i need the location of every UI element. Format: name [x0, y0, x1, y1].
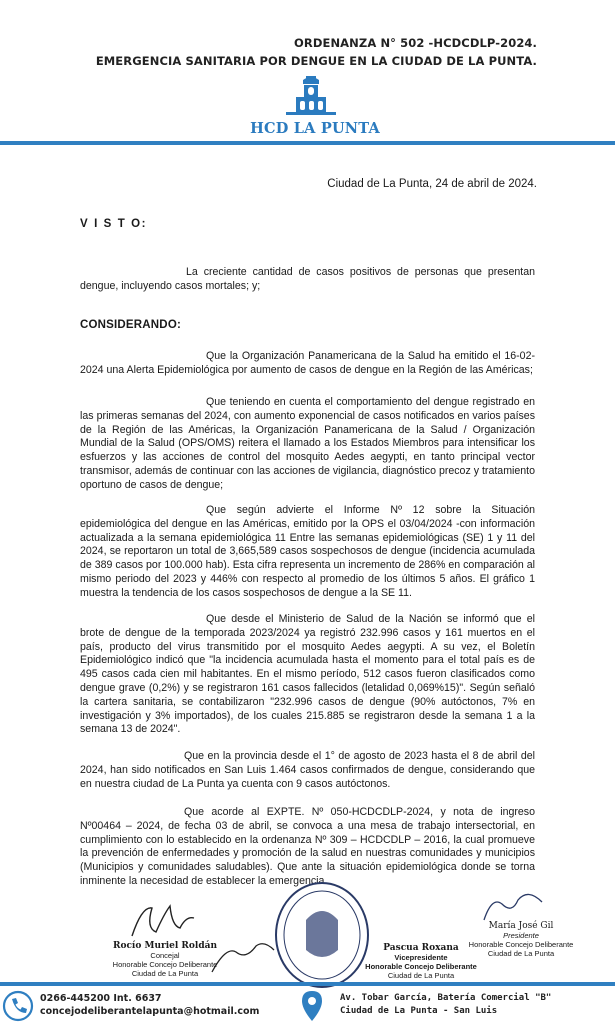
signer-left-name: Rocío Muriel Roldán [112, 941, 218, 951]
signer-right-name: María José Gil [488, 921, 554, 931]
hcd-building-icon [276, 74, 346, 116]
signer-right-role: Presidente [503, 931, 539, 940]
footer [0, 986, 615, 1024]
signer-center-role: Vicepresidente [394, 953, 448, 962]
header-divider [0, 141, 615, 145]
footer-contact [40, 992, 259, 1018]
considerando-paragraph-3: Que según advierte el Informe Nº 12 sobre la Situación epidemiológica del dengue en las Américas, emitido por la OPS el 03/04/2024 -con información actualizada a la semana epidemiológica 11 Entre las semanas epidemiológicas (SE) 1 y 11 del 2024, se reportaron un total de 3,665,589 casos sospechosos de dengue (incidencia acumulada de 389 casos por 100.000 hab). Esta cifra representa un incremento de 286% en comparación al mismo periodo del 2023 y 446% con respecto al promedio de los últimos 5 años. El gráfico 1 muestra la tendencia de los casos sospechosos de dengue a la SE 11. [80, 504, 535, 599]
location-pin-icon [300, 990, 324, 1022]
considerando-paragraph-4: Que desde el Ministerio de Salud de la Nación se informó que el brote de dengue de la temporada 2023/2024 ya registró 232.996 casos y 161 muertos en el país, producto del virus transmitido por el mosquito Aedes aegypti. A su vez, el Boletín Epidemiológico indicó que "la incidencia acumulada hasta el momento para el total país es de 495 casos cada cien mil habitantes. En el mismo período, 512 casos fueron clasificados como dengue grave (0,2%) y se registraron 161 casos fallecidos (letalidad 0,069%15)". Según señaló la cartera sanitaria, se contabilizaron "232.996 casos de dengue (90% autóctonos, 7% en investigación y 3% importados), de los cuales 215.885 se registraron desde la semana 1 a la semana 13 de 2024". [80, 613, 535, 736]
footer-phone: 0266-445200 Int. 6637 [40, 993, 162, 1004]
signature-left [100, 942, 230, 978]
considerando-heading: CONSIDERANDO: [80, 319, 181, 331]
signature-center [362, 944, 480, 980]
date-line: Ciudad de La Punta, 24 de abril de 2024. [327, 178, 537, 190]
signature-scribble-left [122, 896, 202, 944]
signer-center-place: Ciudad de La Punta [387, 971, 455, 980]
considerando-paragraph-5: Que en la provincia desde el 1° de agosto de 2023 hasta el 8 de abril del 2024, han sido notificados en San Luis 1.464 casos confirmados de dengue, considerando que en nuestra ciudad de La Punta ya cuenta con 9 casos autóctonos. [80, 750, 535, 790]
signer-right-org: Honorable Concejo Deliberante [468, 940, 574, 949]
signer-left-role: Concejal [150, 951, 180, 960]
considerando-paragraph-2: Que teniendo en cuenta el comportamiento del dengue registrado en las primeras semanas del 2024, con aumento exponencial de casos notificados en varios países de la Región de las Américas, la Organización Panamericana de la Salud / Organización Mundial de la Salud (OPS/OMS) reitera el llamado a los Estados Miembros para intensificar los esfuerzos y las acciones de control del mosquito Aedes aegypti, en tanto principal vector transmisor, además de continuar con las acciones de vigilancia, diagnóstico precoz y tratamiento oportuno de casos de dengue; [80, 396, 535, 491]
considerando-paragraph-6: Que acorde al EXPTE. Nº 050-HCDCDLP-2024, y nota de ingreso Nº00464 – 2024, de fecha 03 de abril, se convoca a una mesa de trabajo intersectorial, en cumplimiento con lo establecido en la ordenanza Nº 309 – HCDCDLP – 2016, la cual promueve la prevención de enfermedades y promoción de la salud en nuestras comunidades y municipios (Municipios y comunidades saludables). Que ante la situación epidemiológica donde se torna inminente la necesidad de establecer la emergencia [80, 806, 535, 887]
visto-heading: V I S T O: [80, 218, 148, 230]
signer-left-place: Ciudad de La Punta [131, 969, 199, 978]
footer-email: concejodeliberantelapunta@hotmail.com [40, 1006, 260, 1017]
signer-center-org: Honorable Concejo Deliberante [365, 962, 477, 971]
ordinance-title: ORDENANZA N° 502 -HCDCDLP-2024. [294, 36, 537, 50]
footer-address-line2: Ciudad de La Punta - San Luis [340, 1006, 498, 1016]
footer-address-line1: Av. Tobar García, Batería Comercial "B" [340, 993, 552, 1003]
footer-address [340, 992, 551, 1018]
ordinance-subject: EMERGENCIA SANITARIA POR DENGUE EN LA CIUDAD DE LA PUNTA. [95, 54, 537, 68]
signer-left-org: Honorable Concejo Deliberante [112, 960, 218, 969]
considerando-paragraph-1: Que la Organización Panamericana de la Salud ha emitido el 16-02-2024 una Alerta Epidemiológica por aumento de casos de dengue en la Región de las Américas; [80, 350, 535, 376]
phone-icon [2, 990, 34, 1022]
visto-text: La creciente cantidad de casos positivos de personas que presentan dengue, incluyendo casos mortales; y; [80, 266, 535, 292]
signer-center-name: Pascua Roxana [383, 943, 459, 953]
official-seal [272, 880, 372, 990]
letterhead [0, 0, 615, 150]
signature-right [466, 922, 576, 958]
logo-wordmark: HCD LA PUNTA [250, 120, 380, 137]
signer-right-place: Ciudad de La Punta [487, 949, 555, 958]
